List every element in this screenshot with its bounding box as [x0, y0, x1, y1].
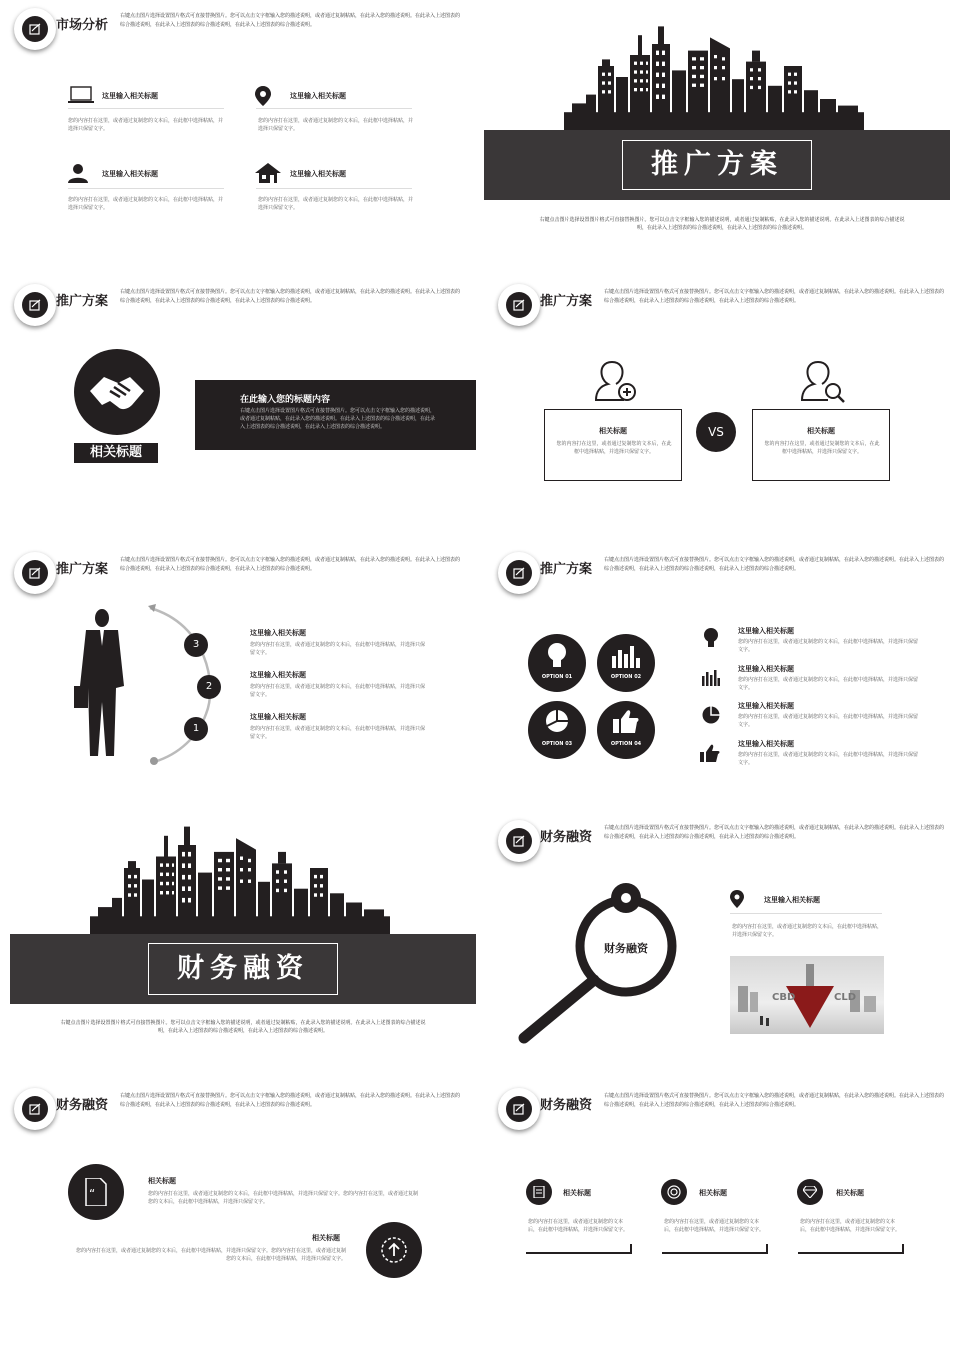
- item-text: 您的内容打在这里，或者通过复制您的文本后，在此框中选择粘贴，并选择只保留文字。: [738, 752, 919, 766]
- item-text: 您的内容打在这里，或者通过复制您的文本后，在此框中选择粘贴，并选择只保留文字。: [738, 677, 919, 691]
- slide-promotion-vs: [484, 276, 960, 544]
- location-pin-icon: [730, 890, 744, 908]
- businessman-silhouette: [72, 606, 132, 762]
- slide-promotion-handshake: [0, 276, 476, 544]
- target-icon: [667, 1185, 681, 1199]
- diamond-icon: [803, 1186, 817, 1198]
- slide-description: 右键点击图片选择设置图片格式可直接替换图片。您可以点击文字框输入您的描述说明，或者通过复制粘贴，在此录入您的描述说明。在此录入上述图表的综合描述说明，在此录入上述图表的综合描述说明，在此录入上述图表的综合描述说明。: [604, 289, 945, 304]
- item-title: 这里输入相关标题: [738, 665, 794, 673]
- option-circle: [528, 701, 586, 759]
- item-title: 相关标题: [148, 1177, 176, 1185]
- header-icon: [14, 284, 56, 326]
- photo-label: CLD: [834, 992, 857, 1003]
- thumbs-up-icon: [613, 709, 639, 733]
- right-box-text: 您的内容打在这里，或者通过复制您的文本后，在此框中选择粘贴，并选择只保留文字。: [764, 441, 880, 455]
- item-title: 这里输入相关标题: [102, 170, 158, 178]
- column-underline: [526, 1252, 632, 1254]
- column-text: 您的内容打在这里，或者通过复制您的文本后，在此框中选择粘贴，并选择只保留文字。: [800, 1219, 901, 1233]
- option-label: OPTION 03: [541, 741, 573, 747]
- divider: [256, 188, 412, 189]
- step-text: 您的内容打在这里，或者通过复制您的文本后，在此框中选择粘贴，并选择只保留文字。: [250, 642, 426, 656]
- item-text: 您的内容打在这里，或者通过复制您的文本后，在此框中选择粘贴，并选择只保留文字。您的内容打在这里，或者通过复制您的文本后，在此框中选择粘贴，并选择只保留文字。: [148, 1191, 419, 1205]
- item-text: 您的内容打在这里，或者通过复制您的文本后，在此框中选择粘贴，并选择只保留文字。: [68, 197, 224, 211]
- item-text: 您的内容打在这里，或者通过复制您的文本后，在此框中选择粘贴，并选择只保留文字。: [258, 118, 414, 132]
- column-underline: [798, 1252, 904, 1254]
- slide-finance-two-items: [0, 1080, 476, 1348]
- item-title: 这里输入相关标题: [764, 896, 820, 904]
- item-title: 这里输入相关标题: [290, 170, 346, 178]
- lightbulb-icon: [547, 642, 567, 670]
- column-title: 相关标题: [836, 1189, 864, 1197]
- right-box-title: 相关标题: [807, 427, 835, 435]
- item-text: 您的内容打在这里，或者通过复制您的文本后，在此框中选择粘贴，并选择只保留文字。: [732, 924, 883, 938]
- step-title: 这里输入相关标题: [250, 671, 306, 679]
- slide-description: 右键点击图片选择设置图片格式可直接替换图片。您可以点击文字框输入您的描述说明，或者通过复制粘贴，在此录入您的描述说明。在此录入上述图表的综合描述说明，在此录入上述图表的综合描述说明，在此录入上述图表的综合描述说明。: [604, 825, 945, 840]
- item-text: 您的内容打在这里，或者通过复制您的文本后，在此框中选择粘贴，并选择只保留文字。: [738, 714, 919, 728]
- step-badge: 1: [184, 717, 208, 741]
- option-circle: [597, 701, 655, 759]
- column-title: 相关标题: [699, 1189, 727, 1197]
- upload-icon: [380, 1236, 408, 1264]
- header-icon: [498, 1088, 540, 1130]
- document-icon: [533, 1186, 545, 1198]
- pie-chart-icon: [702, 706, 720, 724]
- slide-finance-magnifier: [484, 812, 960, 1080]
- slide-title: 推广方案: [56, 562, 109, 577]
- slide-promotion-options: [484, 544, 960, 812]
- slide-description: 右键点击图片选择设置图片格式可直接替换图片。您可以点击文字框输入您的描述说明，或者通过复制粘贴，在此录入您的描述说明。在此录入上述图表的综合描述说明，在此录入上述图表的综合描述说明，在此录入上述图表的综合描述说明。: [120, 557, 461, 572]
- step-text: 您的内容打在这里，或者通过复制您的文本后，在此框中选择粘贴，并选择只保留文字。: [250, 684, 426, 698]
- item-title: 这里输入相关标题: [102, 92, 158, 100]
- header-icon: [14, 552, 56, 594]
- slide-description: 右键点击图片选择设置图片格式可直接替换图片。您可以点击文字框输入您的描述说明，或者通过复制粘贴，在此录入您的描述说明。在此录入上述图表的综合描述说明，在此录入上述图表的综合描述说明，在此录入上述图表的综合描述说明。: [604, 1093, 945, 1108]
- column-text: 您的内容打在这里，或者通过复制您的文本后，在此框中选择粘贴，并选择只保留文字。: [664, 1219, 765, 1233]
- handshake-icon: [74, 349, 160, 435]
- item-title: 这里输入相关标题: [290, 92, 346, 100]
- slide-title: 推广方案: [540, 562, 593, 577]
- column-underline: [662, 1252, 768, 1254]
- option-label: OPTION 04: [610, 741, 642, 747]
- column-text: 您的内容打在这里，或者通过复制您的文本后，在此框中选择粘贴，并选择只保留文字。: [528, 1219, 629, 1233]
- step-text: 您的内容打在这里，或者通过复制您的文本后，在此框中选择粘贴，并选择只保留文字。: [250, 726, 426, 740]
- slide-title: 推广方案: [56, 294, 109, 309]
- header-icon: [498, 284, 540, 326]
- lightbulb-icon: [704, 628, 718, 648]
- svg-text:“: “: [89, 1187, 96, 1201]
- slide-title: 财务融资: [56, 1098, 109, 1113]
- bar-chart-icon: [612, 646, 640, 668]
- bar-chart-icon: [702, 670, 720, 686]
- search-user-icon: [800, 358, 846, 404]
- magnifier-label: 财务融资: [604, 942, 648, 955]
- step-title: 这里输入相关标题: [250, 713, 306, 721]
- slide-description: 右键点击图片选择设置图片格式可直接替换图片。您可以点击文字框输入您的描述说明，或者通过复制粘贴，在此录入您的描述说明。在此录入上述图表的综合描述说明，在此录入上述图表的综合描述说明，在此录入上述图表的综合描述说明。: [604, 557, 945, 572]
- item-title: 相关标题: [312, 1234, 340, 1242]
- item-circle: [366, 1222, 422, 1278]
- cover-description: 右键点击图片选择设置图片格式可直接替换图片。您可以点击文字框输入您的描述说明，或者通过复制粘贴，在此录入您的描述说明。在此录入上述图表的综合描述说明，在此录入上述图表的综合描述说明，在此录入上述图表的综合描述说明。: [60, 1020, 426, 1034]
- item-text: 您的内容打在这里，或者通过复制您的文本后，在此框中选择粘贴，并选择只保留文字。: [258, 197, 414, 211]
- option-label: OPTION 02: [610, 674, 642, 680]
- column-corner: [630, 1244, 632, 1254]
- header-icon: [498, 552, 540, 594]
- column-circle: [526, 1179, 552, 1205]
- item-title: 这里输入相关标题: [738, 740, 794, 748]
- location-pin-icon: [255, 86, 271, 106]
- vs-badge: VS: [696, 412, 736, 452]
- add-user-icon: [594, 358, 640, 404]
- slide-market-analysis: [0, 0, 476, 268]
- city-skyline-image: [90, 822, 390, 937]
- user-icon: [68, 163, 88, 183]
- item-title: 这里输入相关标题: [738, 627, 794, 635]
- magnifier-icon: [516, 876, 686, 1046]
- header-icon: [14, 8, 56, 50]
- column-circle: [797, 1179, 823, 1205]
- column-corner: [766, 1244, 768, 1254]
- slide-title: 财务融资: [540, 830, 593, 845]
- divider: [68, 108, 224, 109]
- divider: [68, 188, 224, 189]
- item-text: 您的内容打在这里，或者通过复制您的文本后，在此框中选择粘贴，并选择只保留文字。: [68, 118, 224, 132]
- slide-finance-cover: [0, 812, 476, 1080]
- cover-description: 右键点击图片选择设置图片格式可直接替换图片。您可以点击文字框输入您的描述说明，或者通过复制粘贴，在此录入您的描述说明。在此录入上述图表的综合描述说明，在此录入上述图表的综合描述说明，在此录入上述图表的综合描述说明。: [539, 217, 905, 231]
- left-box-text: 您的内容打在这里，或者通过复制您的文本后，在此框中选择粘贴，并选择只保留文字。: [556, 441, 672, 455]
- quote-document-icon: [84, 1178, 108, 1206]
- column-title: 相关标题: [563, 1189, 591, 1197]
- item-text: 您的内容打在这里，或者通过复制您的文本后，在此框中选择粘贴，并选择只保留文字。您的内容打在这里，或者通过复制您的文本后，在此框中选择粘贴，并选择只保留文字。: [75, 1248, 346, 1262]
- slide-promotion-cover: [484, 0, 960, 268]
- city-photo: [730, 956, 884, 1034]
- item-circle: [68, 1164, 124, 1220]
- option-label: OPTION 01: [541, 674, 573, 680]
- header-icon: [14, 1088, 56, 1130]
- slide-description: 右键点击图片选择设置图片格式可直接替换图片。您可以点击文字框输入您的描述说明，或者通过复制粘贴，在此录入您的描述说明。在此录入上述图表的综合描述说明，在此录入上述图表的综合描述说明，在此录入上述图表的综合描述说明。: [120, 13, 461, 28]
- cover-title: 推广方案: [622, 140, 812, 190]
- slide-title: 市场分析: [56, 18, 109, 33]
- step-badge: 2: [197, 675, 221, 699]
- left-box-title: 相关标题: [599, 427, 627, 435]
- slide-description: 右键点击图片选择设置图片格式可直接替换图片。您可以点击文字框输入您的描述说明，或者通过复制粘贴，在此录入您的描述说明。在此录入上述图表的综合描述说明，在此录入上述图表的综合描述说明，在此录入上述图表的综合描述说明。: [120, 289, 461, 304]
- item-title: 这里输入相关标题: [738, 702, 794, 710]
- photo-label: CBD: [772, 992, 796, 1003]
- item-text: 您的内容打在这里，或者通过复制您的文本后，在此框中选择粘贴，并选择只保留文字。: [738, 639, 919, 653]
- divider: [730, 913, 882, 914]
- house-icon: [255, 163, 281, 183]
- column-circle: [661, 1179, 687, 1205]
- option-circle: [597, 634, 655, 692]
- step-badge: 3: [184, 633, 208, 657]
- slide-title: 推广方案: [540, 294, 593, 309]
- handshake-circle: [74, 349, 160, 435]
- cover-title: 财务融资: [148, 943, 338, 995]
- column-corner: [902, 1244, 904, 1254]
- step-title: 这里输入相关标题: [250, 629, 306, 637]
- city-skyline-image: [564, 22, 864, 132]
- header-icon: [498, 820, 540, 862]
- slide-promotion-steps: [0, 544, 476, 812]
- slide-title: 财务融资: [540, 1098, 593, 1113]
- pie-chart-icon: [545, 709, 569, 733]
- content-box-text: 右键点击图片选择设置图片格式可直接替换图片。您可以点击文字框输入您的描述说明，或者通过复制粘贴，在此录入您的描述说明。在此录入上述图表的综合描述说明，在此录入上述图表的综合描述说明，在此录入上述图表的综合描述说明。: [240, 408, 436, 430]
- laptop-icon: [68, 86, 94, 104]
- option-circle: [528, 634, 586, 692]
- content-box-title: 在此输入您的标题内容: [240, 395, 331, 405]
- divider: [256, 108, 412, 109]
- thumbs-up-icon: [700, 744, 720, 762]
- slide-description: 右键点击图片选择设置图片格式可直接替换图片。您可以点击文字框输入您的描述说明，或者通过复制粘贴，在此录入您的描述说明。在此录入上述图表的综合描述说明，在此录入上述图表的综合描述说明，在此录入上述图表的综合描述说明。: [120, 1093, 461, 1108]
- slide-finance-three-columns: [484, 1080, 960, 1348]
- label-related-title: 相关标题: [74, 443, 158, 463]
